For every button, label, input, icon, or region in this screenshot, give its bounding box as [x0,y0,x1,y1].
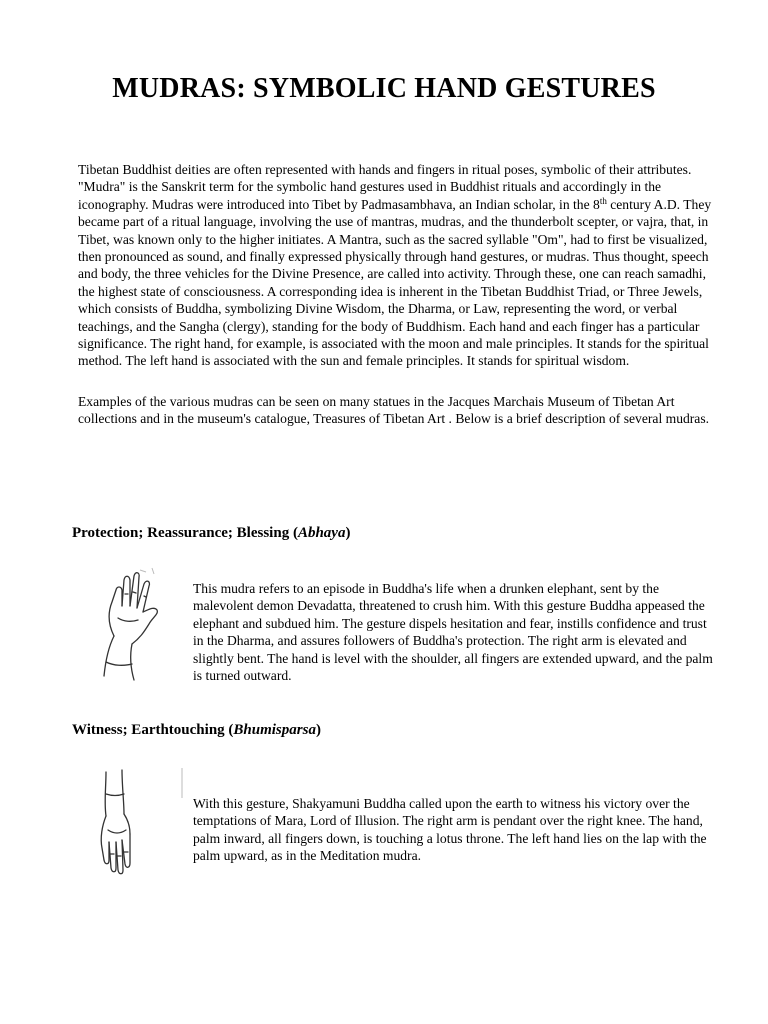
page-title: MUDRAS: SYMBOLIC HAND GESTURES [112,73,656,104]
intro-paragraph [78,161,718,370]
examples-paragraph: Examples of the various mudras can be seen on many statues in the Jacques Marchais Museum of Tibetan Art collections and in the museum's catalogue, Treasures of Tibetan Art . Below is a brief description of several mudras. [78,394,710,427]
intro-text-part2: century A.D. They became part of a ritual language, involving the use of mantras, mudras, and the thunderbolt scepter, or vajra, that, in Tibet, was known only to the higher initiates. A Mantra, such as the sacred syllable "Om", had to first be visualized, then pronounced as sound, and finally expressed physically through hand gestures, or mudras. Thus thought, speech and body, the three vehicles for the Divine Presence, are called into activity. Through these, one can reach samadhi, the highest state of consciousness. A corresponding idea is inherent in the Tibetan Buddhist Triad, or Three Jewels, which consists of Buddha, symbolizing Divine Wisdom, the Dharma, or Law, representing the word, or verbal teachings, and the Sangha (clergy), standing for the body of Buddhism. Each hand and each finger has a particular significance. The right hand, for example, is associated with the moon and male principles. It stands for the spiritual method. The left hand is associated with the sun and female principles. It stands for spiritual wisdom. [78,196,712,369]
mudra-heading-abhaya [72,525,350,542]
intro-text-part1: Tibetan Buddhist deities are often represented with hands and fingers in ritual poses, symbolic of their attributes. "Mudra" is the Sanskrit term for the symbolic hand gestures used in Buddhist rituals and accordingly in the iconography. Mudras were introduced into Tibet by Padmasambhava, an Indian scholar, in the 8 [78,162,692,212]
mudra-description-abhaya: This mudra refers to an episode in Buddha's life when a drunken elephant, sent by the malevolent demon Devadatta, threatened to crush him. With this gesture Buddha appeased the elephant and subdued him. The gesture dispels hesitation and fear, instills confidence and trust in the Dharma, and assures followers of Buddha's protection. The right arm is elevated and slightly bent. The hand is level with the shoulder, all fingers are extended upward, and the palm is turned outward. [193,581,713,684]
mudra-description-bhumisparsa: With this gesture, Shakyamuni Buddha called upon the earth to witness his victory over the temptations of Mara, Lord of Illusion. The right arm is pendant over the right knee. The hand, palm inward, all fingers down, is touching a lotus throne. The left hand lies on the lap with the palm upward, as in the Meditation mudra. [193,796,707,864]
mudra-heading-bhumisparsa [72,722,321,739]
ordinal-superscript: th [599,195,607,206]
heading-prefix: Protection; Reassurance; Blessing ( [72,525,298,541]
pendant-hand-icon [94,768,186,886]
mudra-name: Abhaya [297,525,346,541]
heading-prefix: Witness; Earthtouching ( [72,722,234,738]
heading-suffix: ) [345,525,351,541]
raised-hand-icon [94,566,172,684]
heading-suffix: ) [315,722,321,738]
mudra-name: Bhumisparsa [233,722,316,738]
